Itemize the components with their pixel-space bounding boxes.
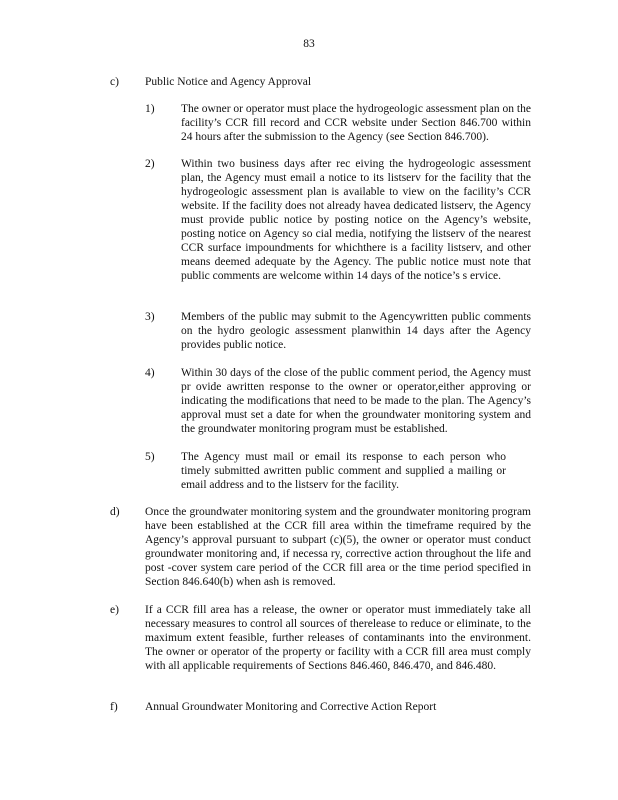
section-d-text: Once the groundwater monitoring system and the groundwater monitoring program have been established at the CCR fill area within the timeframe required by the Agency’s approval pursuant to subpart (c)(5), the owner or operator must conduct groundwater monitoring and, if necessa ry, corrective action throughout the life and post -cover system care period of the CCR fill area or the time period specified in Section 846.640(b) when ash is removed. <box>145 506 531 588</box>
item-4-text: Within 30 days of the close of the public comment period, the Agency must pr ovide awritten response to the owner or operator,either approving or indicating the modifications that need to be made to the plan. The Agency’s approval must set a date for when the groundwater monitoring system and the groundwater monitoring program must be established. <box>181 367 531 435</box>
section-e-text: If a CCR fill area has a release, the owner or operator must immediately take all necessary measures to control all sources of therelease to reduce or eliminate, to the maximum extent feasible, further releases of contaminants into the environment. The owner or operator of the property or facility with a CCR fill area must comply with all applicable requirements of Sections 846.460, 846.470, and 846.480. <box>145 604 531 672</box>
page-number: 83 <box>303 38 315 50</box>
item-5-text: The Agency must mail or email its response to each person who timely submitted awritten public comment and supplied a mailing or email address and to the listserv for the facility. <box>181 451 506 491</box>
section-e-marker: e) <box>110 604 119 616</box>
item-5-marker: 5) <box>145 451 155 463</box>
item-2-text: Within two business days after rec eiving the hydrogeologic assessment plan, the Agency must email a notice to its listserv for the facility that the hydrogeologic assessment plan is available to view on the facility’s CCR website. If the facility does not already havea dedicated listserv, the Agency must provide public notice by posting notice on the Agency’s website, posting notice on Agency so cial media, notifying the listserv of the nearest CCR surface impoundments for whichthere is a facility listserv, and other means deemed adequate by the Agency. The public notice must note that public comments are welcome within 14 days of the notice’s s ervice. <box>181 158 531 282</box>
section-f-heading: Annual Groundwater Monitoring and Corrective Action Report <box>145 701 437 713</box>
item-3-marker: 3) <box>145 311 155 323</box>
item-1-marker: 1) <box>145 103 155 115</box>
section-c-heading: Public Notice and Agency Approval <box>145 76 312 88</box>
section-d-marker: d) <box>110 506 120 518</box>
section-f-marker: f) <box>110 701 118 713</box>
item-4-marker: 4) <box>145 367 155 379</box>
item-1-text: The owner or operator must place the hydrogeologic assessment plan on the facility’s CCR fill record and CCR website under Section 846.700 within 24 hours after the submission to the Agency (see Section 846.700). <box>181 103 531 143</box>
item-3-text: Members of the public may submit to the Agencywritten public comments on the hydro geologic assessment planwithin 14 days after the Agency provides public notice. <box>181 311 531 351</box>
section-c-marker: c) <box>110 76 119 88</box>
item-2-marker: 2) <box>145 158 155 170</box>
